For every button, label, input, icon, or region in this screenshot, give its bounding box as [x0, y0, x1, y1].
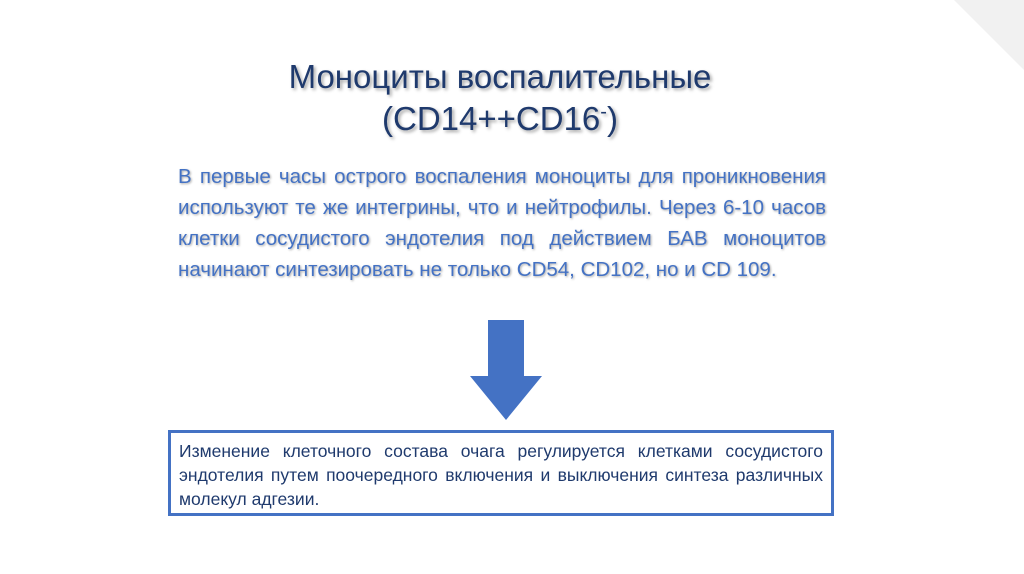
title-line-2-end: ) [606, 100, 618, 137]
slide-title [170, 56, 830, 140]
summary-box [168, 430, 834, 516]
title-superscript: - [600, 101, 607, 123]
title-line-1: Моноциты воспалительные [288, 58, 712, 95]
body-paragraph: В первые часы острого воспаления моноциты для проникновения используют те же интегрины, что и нейтрофилы. Через 6-10 часов клетки сосудистого эндотелия под действием БАВ моноцитов начинают синтезировать не только CD54, CD102, но и CD 109. [178, 165, 826, 281]
summary-box-text: Изменение клеточного состава очага регулируется клетками сосудистого эндотелия путем поочередного включения и выключения синтеза различных молекул адгезии. [179, 441, 823, 509]
corner-decoration [954, 0, 1024, 70]
down-arrow-icon [470, 320, 542, 420]
title-line-2-main: (CD14++CD16 [382, 100, 601, 137]
title-line-2 [170, 98, 830, 140]
